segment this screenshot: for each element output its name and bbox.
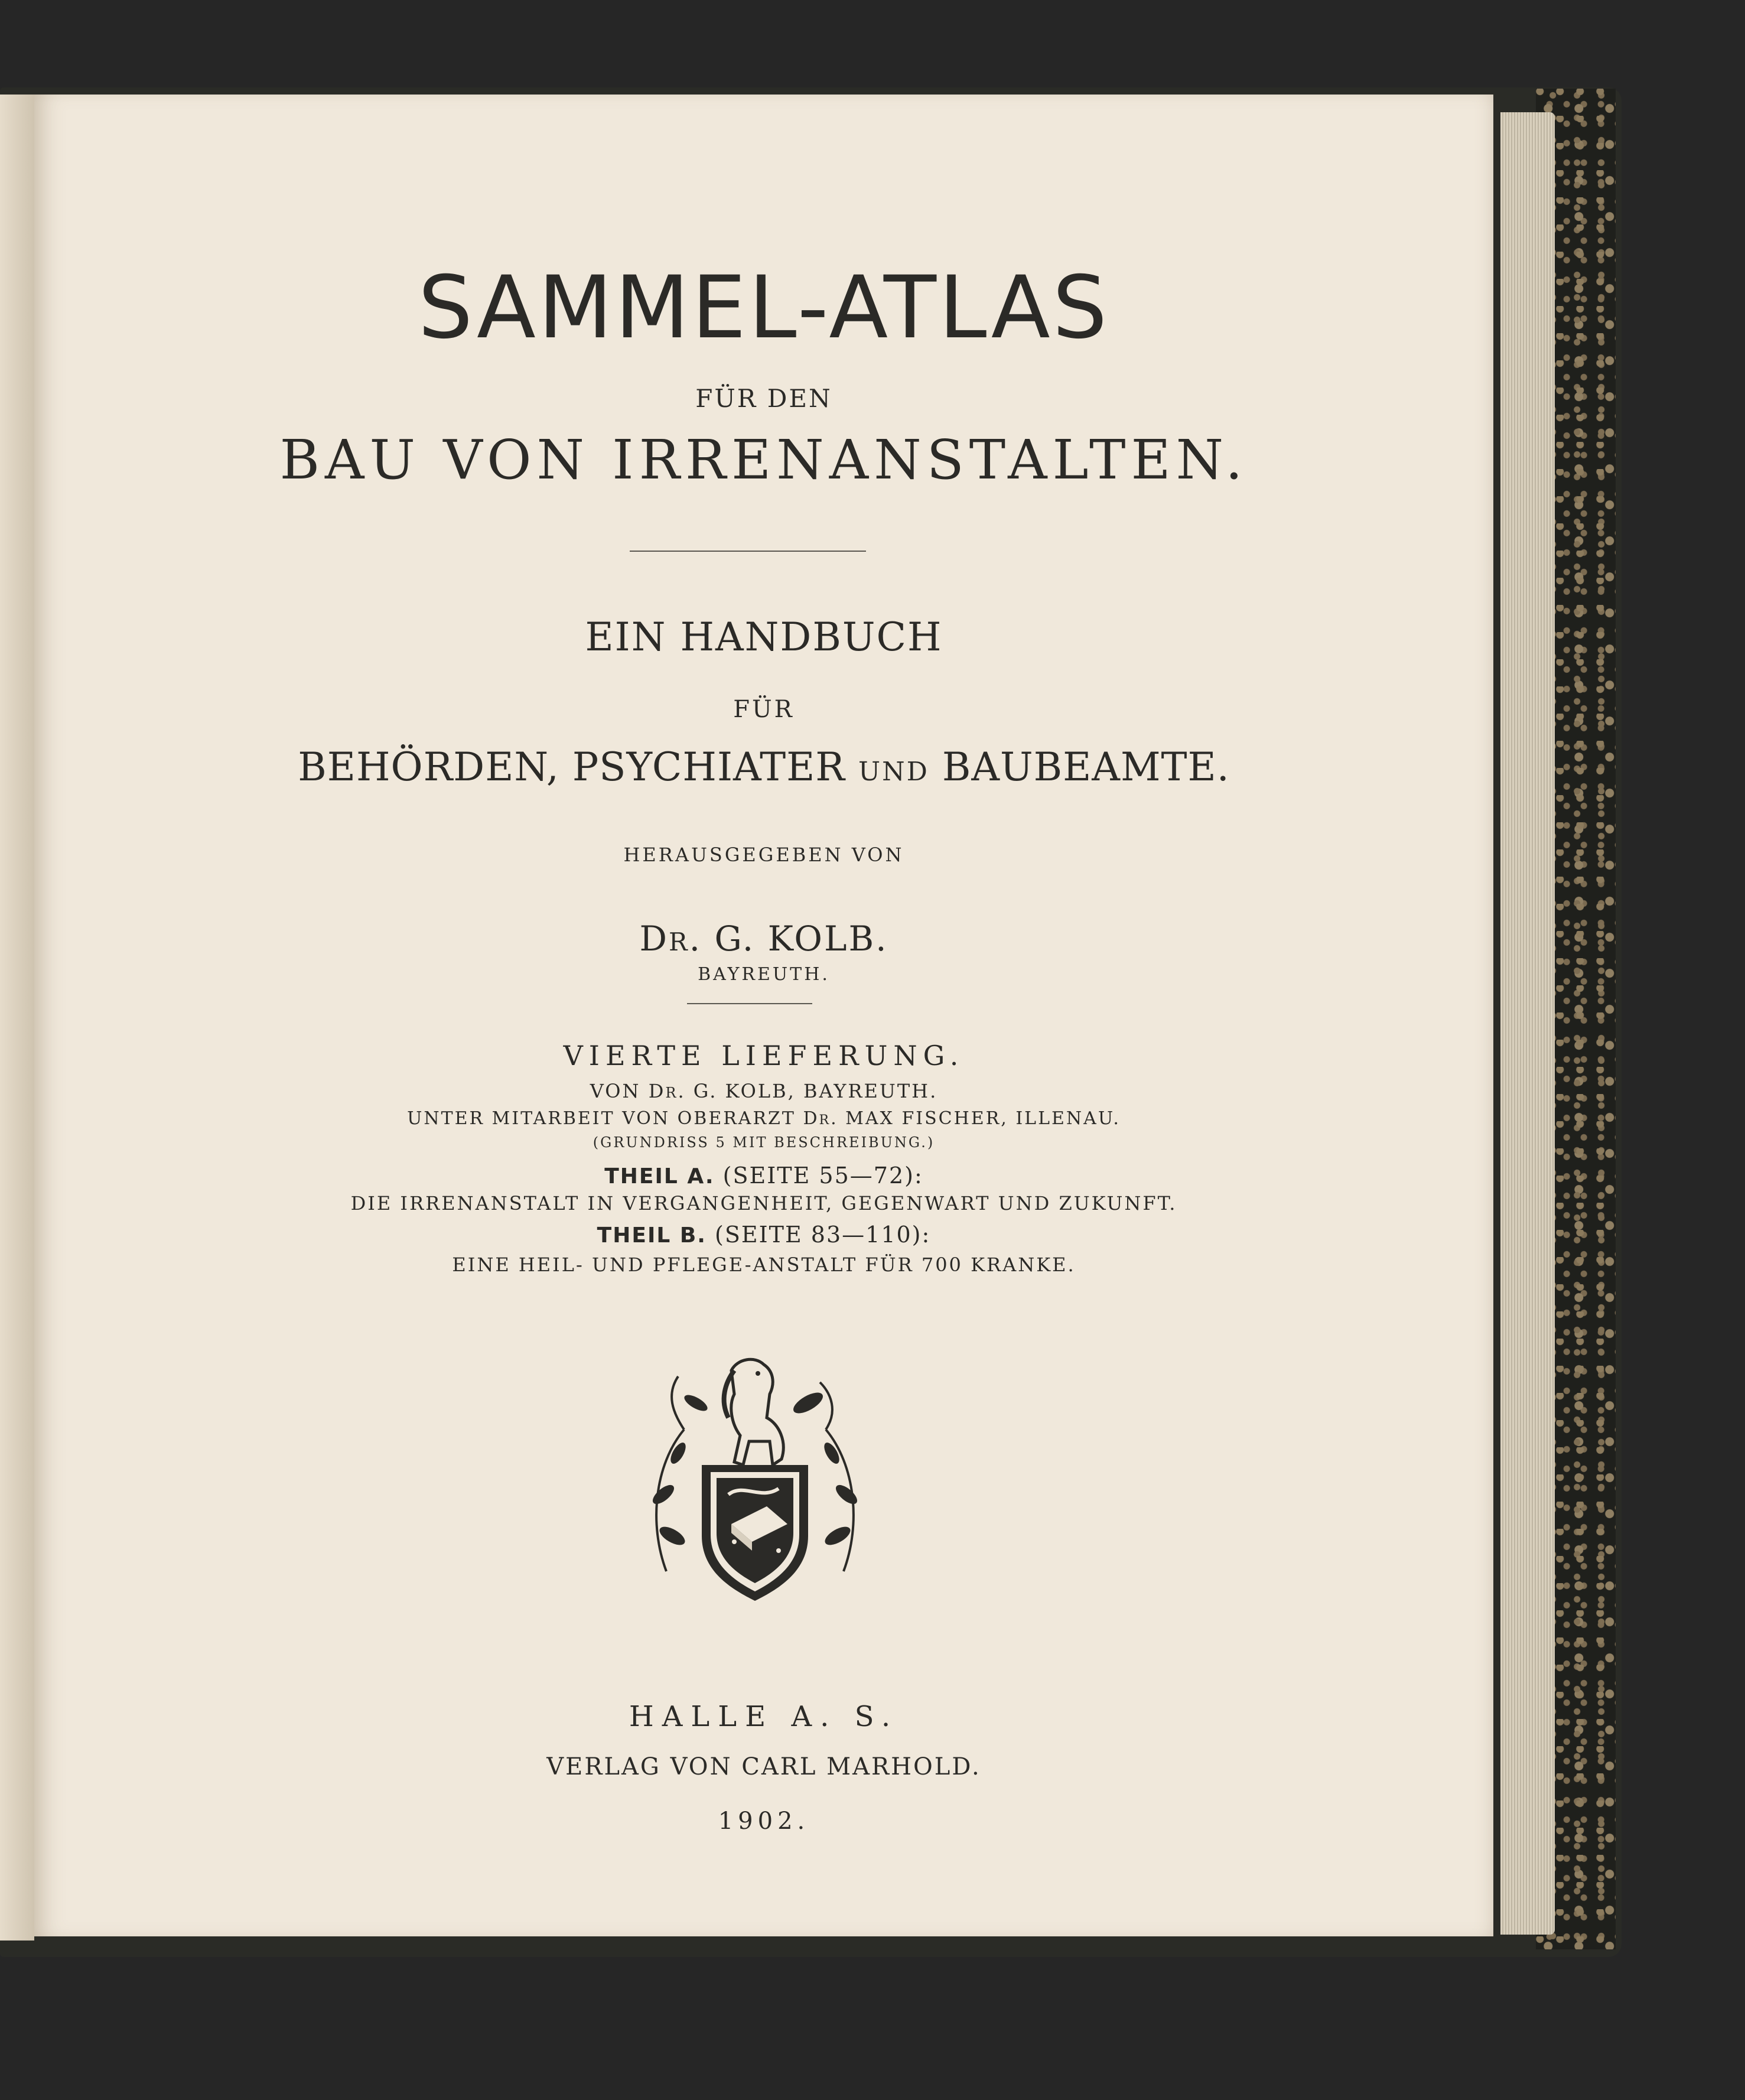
divider-rule-2 [687, 1003, 812, 1004]
installment-author-r: R [665, 1085, 678, 1101]
facing-page-edge [0, 95, 34, 1941]
collaborator-a: UNTER MITARBEIT VON OBERARZT D [407, 1108, 819, 1129]
audience-part-1: BEHÖRDEN, PSYCHIATER [298, 744, 858, 790]
part-b-label: THEIL B. [597, 1223, 707, 1248]
part-a-pages: (SEITE 55—72): [714, 1163, 923, 1189]
divider-rule [630, 551, 866, 552]
collaborator-b: . MAX FISCHER, ILLENAU. [831, 1108, 1121, 1129]
edited-by-line: HERAUSGEGEBEN VON [623, 844, 904, 866]
imprint-place: HALLE A. S. [629, 1700, 899, 1733]
part-a-label: THEIL A. [604, 1164, 715, 1189]
part-a-description: DIE IRRENANSTALT IN VERGANGENHEIT, GEGENWART UND ZUKUNFT. [350, 1192, 1177, 1215]
audience-part-2: BAUBEAMTE. [929, 744, 1230, 790]
collaborator-r: R [819, 1113, 831, 1128]
collaborator-line [34, 1108, 1493, 1129]
for-line: FÜR [733, 696, 795, 723]
page-edges [1500, 112, 1555, 1935]
book-subtitle: BAU VON IRRENANSTALTEN. [279, 428, 1248, 491]
title-page [34, 95, 1493, 1936]
audience-und: UND [858, 757, 929, 787]
book-title: SAMMEL-ATLAS [418, 258, 1110, 358]
part-b-pages: (SEITE 83—110): [706, 1222, 931, 1248]
handbook-line: EIN HANDBUCH [585, 614, 943, 660]
title-connector: FÜR DEN [695, 384, 832, 413]
publisher-emblem-icon [631, 1347, 879, 1613]
installment-heading: VIERTE LIEFERUNG. [563, 1040, 965, 1072]
author-place: BAYREUTH. [698, 964, 830, 985]
floorplan-note: (GRUNDRISS 5 MIT BESCHREIBUNG.) [592, 1134, 935, 1151]
author-name [34, 919, 1493, 959]
author-d: D [639, 919, 669, 959]
imprint-year: 1902. [718, 1808, 810, 1835]
installment-author-b: . G. KOLB, BAYREUTH. [678, 1080, 938, 1102]
part-b-description: EINE HEIL- UND PFLEGE-ANSTALT FÜR 700 KRANKE. [452, 1254, 1076, 1276]
imprint-publisher: VERLAG VON CARL MARHOLD. [546, 1753, 981, 1780]
audience-line [34, 744, 1493, 790]
part-a-heading [34, 1163, 1493, 1189]
installment-author-a: VON D [590, 1080, 666, 1102]
author-rest: . G. KOLB. [689, 919, 888, 959]
part-b-heading [34, 1222, 1493, 1248]
installment-author [34, 1080, 1493, 1102]
author-r: R [668, 927, 689, 956]
